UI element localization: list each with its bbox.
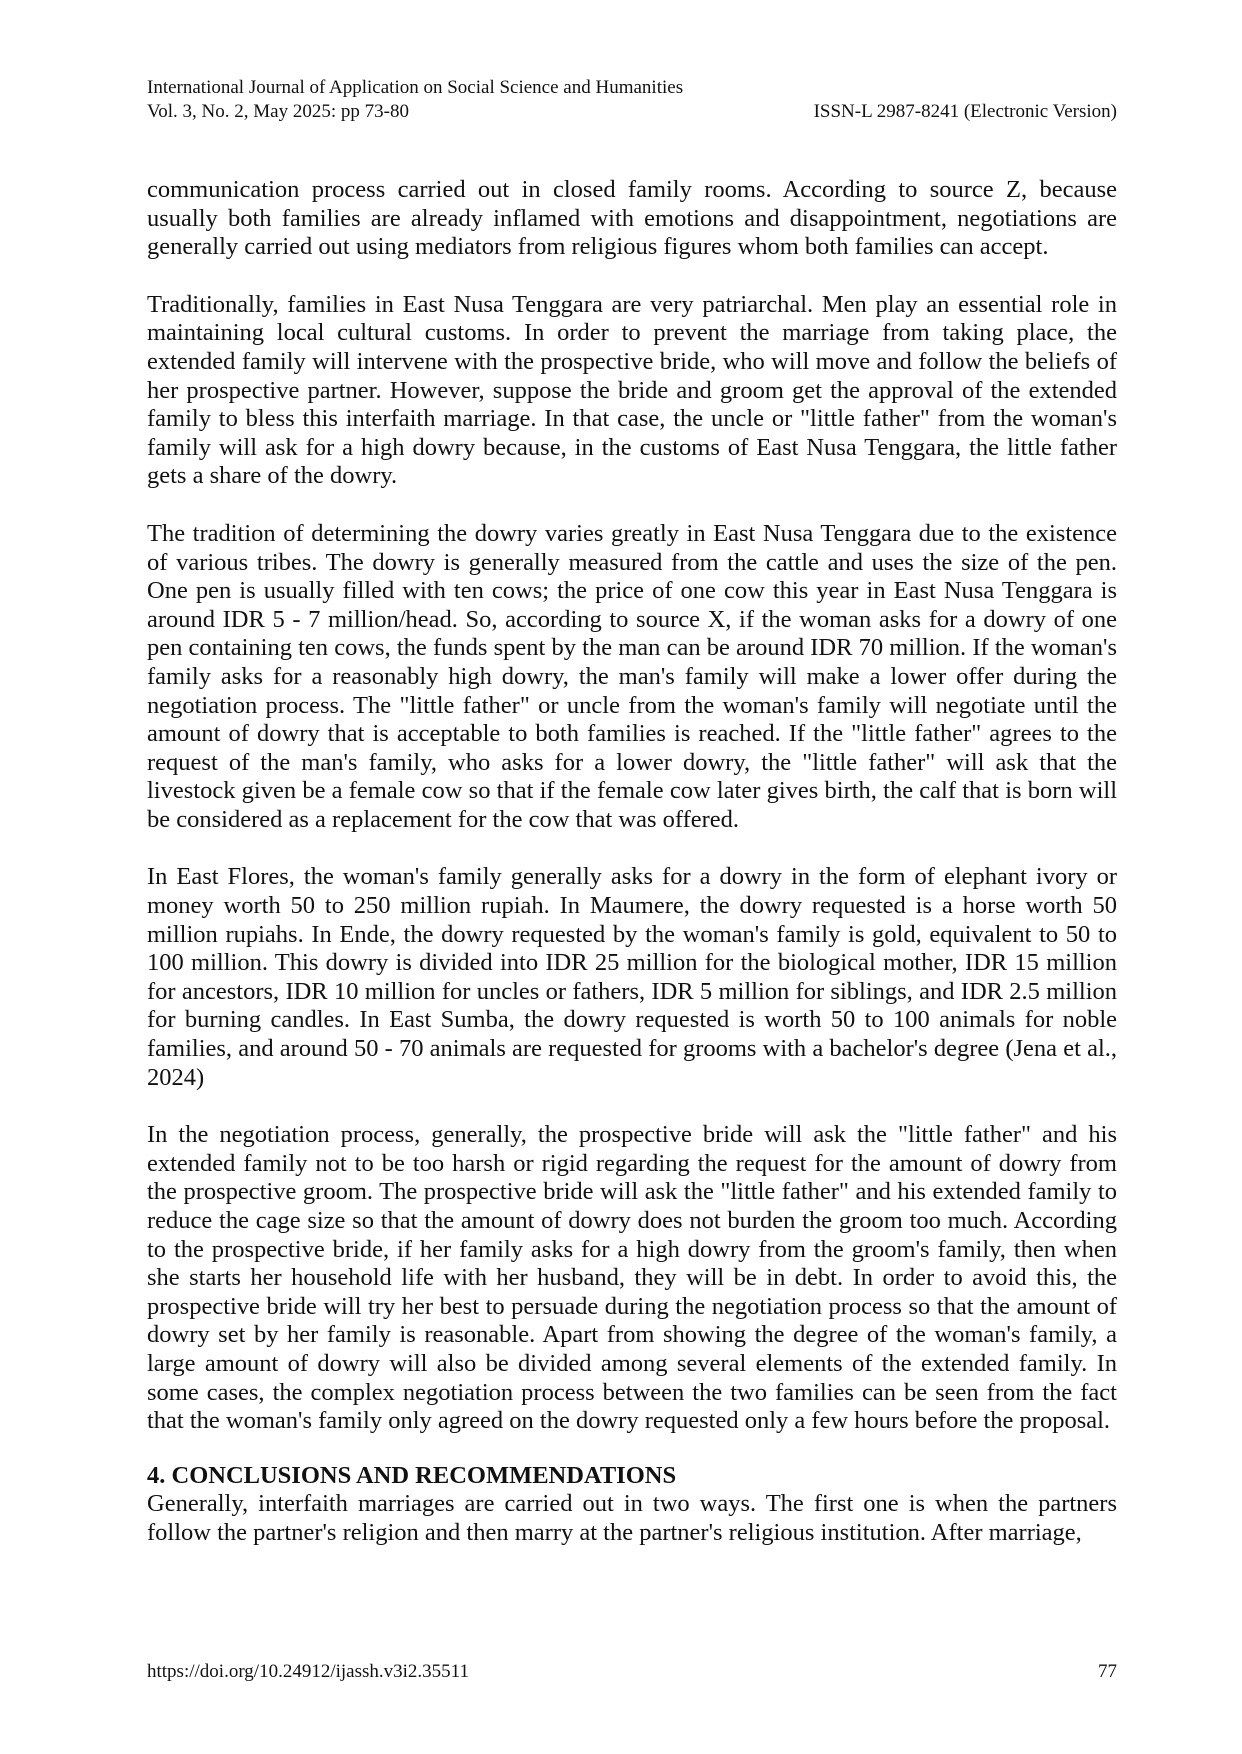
running-footer (147, 1660, 1117, 1684)
doi-link[interactable]: https://doi.org/10.24912/ijassh.v3i2.35511 (147, 1661, 469, 1682)
paragraph-3: The tradition of determining the dowry varies greatly in East Nusa Tenggara due to the existence of various tribes. The dowry is generally measured from the cattle and uses the size of the pen. One pen is usually filled with ten cows; the price of one cow this year in East Nusa Tenggara is around IDR 5 - 7 million/head. So, according to source X, if the woman asks for a dowry of one pen containing ten cows, the funds spent by the man can be around IDR 70 million. If the woman's family asks for a reasonably high dowry, the man's family will make a lower offer during the negotiation process. The "little father" or uncle from the woman's family will negotiate until the amount of dowry that is acceptable to both families is reached. If the "little father" agrees to the request of the man's family, who asks for a lower dowry, the "little father" will ask that the livestock given be a female cow so that if the female cow later gives birth, the calf that is born will be considered as a replacement for the cow that was offered. (147, 519, 1117, 833)
paragraph-1: communication process carried out in closed family rooms. According to source Z, because usually both families are already inflamed with emotions and disappointment, negotiations are generally carried out using mediators from religious figures whom both families can accept. (147, 176, 1117, 261)
journal-name: International Journal of Application on Social Science and Humanities (147, 77, 684, 98)
header-meta-row (147, 100, 1117, 124)
paragraph-5: In the negotiation process, generally, the prospective bride will ask the "little father" and his extended family not to be too harsh or rigid regarding the request for the amount of dowry from the prospective groom. The prospective bride will ask the "little father" and his extended family to reduce the cage size so that the amount of dowry does not burden the groom too much. According to the prospective bride, if her family asks for a high dowry from the groom's family, then when she starts her household life with her husband, they will be in debt. In order to avoid this, the prospective bride will try her best to persuade during the negotiation process so that the amount of dowry set by her family is reasonable. Apart from showing the degree of the woman's family, a large amount of dowry will also be divided among several elements of the extended family. In some cases, the complex negotiation process between the two families can be seen from the fact that the woman's family only agreed on the dowry requested only a few hours before the proposal. (147, 1121, 1117, 1435)
running-header (147, 76, 1117, 124)
body-text (147, 176, 1117, 1577)
volume-info: Vol. 3, No. 2, May 2025: pp 73-80 (147, 101, 409, 122)
paragraph-2: Traditionally, families in East Nusa Tenggara are very patriarchal. Men play an essential role in maintaining local cultural customs. In order to prevent the marriage from taking place, the extended family will intervene with the prospective bride, who will move and follow the beliefs of her prospective partner. However, suppose the bride and groom get the approval of the extended family to bless this interfaith marriage. In that case, the uncle or "little father" from the woman's family will ask for a high dowry because, in the customs of East Nusa Tenggara, the little father gets a share of the dowry. (147, 290, 1117, 490)
page-number: 77 (1098, 1661, 1117, 1682)
paragraph-4: In East Flores, the woman's family generally asks for a dowry in the form of elephant ivory or money worth 50 to 250 million rupiah. In Maumere, the dowry requested is a horse worth 50 million rupiahs. In Ende, the dowry requested by the woman's family is gold, equivalent to 50 to 100 million. This dowry is divided into IDR 25 million for the biological mother, IDR 15 million for ancestors, IDR 10 million for uncles or fathers, IDR 5 million for siblings, and IDR 2.5 million for burning candles. In East Sumba, the dowry requested is worth 50 to 100 animals for noble families, and around 50 - 70 animals are requested for grooms with a bachelor's degree (Jena et al., 2024) (147, 863, 1117, 1091)
section-paragraph: Generally, interfaith marriages are carried out in two ways. The first one is when the partners follow the partner's religion and then marry at the partner's religious institution. After marriage, (147, 1490, 1117, 1546)
issn-info: ISSN-L 2987-8241 (Electronic Version) (813, 101, 1117, 122)
section-heading: 4. CONCLUSIONS AND RECOMMENDATIONS (147, 1461, 677, 1489)
